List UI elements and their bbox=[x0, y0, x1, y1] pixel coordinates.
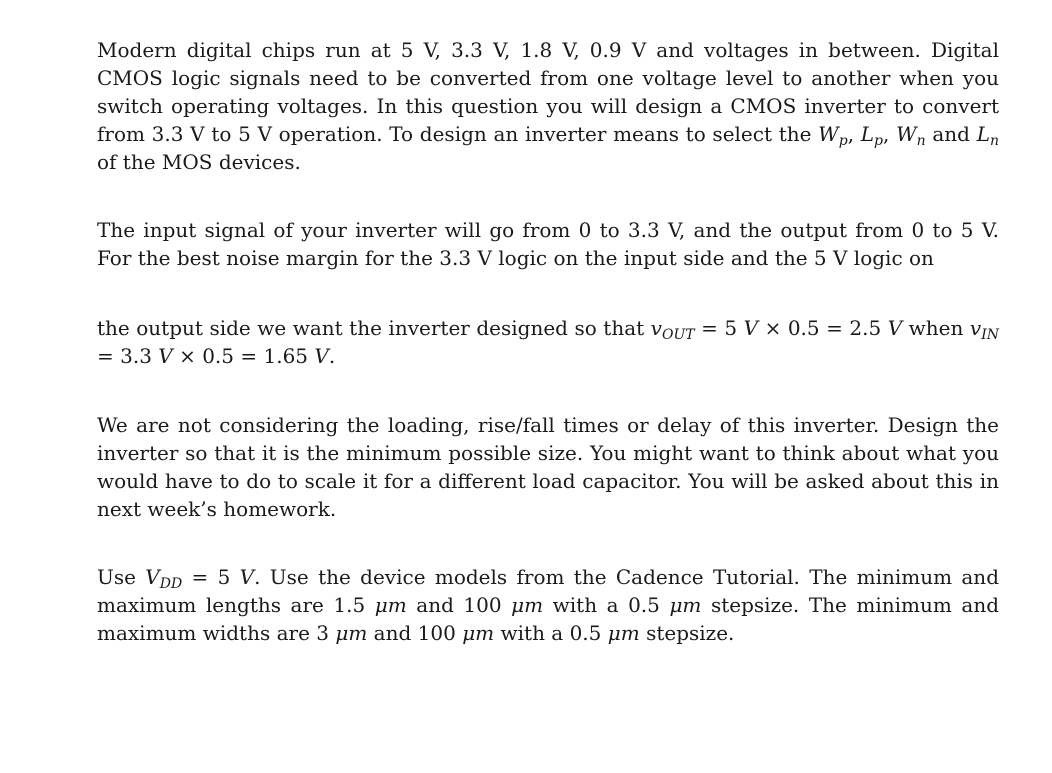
math-unit: μm bbox=[462, 621, 495, 645]
math-sub: p bbox=[874, 133, 884, 149]
math-unit: V bbox=[887, 316, 903, 340]
text-run: stepsize. The minimum and maximum widths are 3 bbox=[97, 593, 1000, 645]
text-run: when bbox=[902, 316, 970, 340]
paragraph-output-side bbox=[97, 314, 999, 370]
text-run: and 100 bbox=[406, 593, 512, 617]
text-run: . bbox=[328, 344, 336, 368]
math-vout bbox=[650, 316, 695, 343]
math-unit: μm bbox=[335, 621, 368, 645]
math-var: v bbox=[650, 316, 662, 340]
math-sub: n bbox=[916, 133, 926, 149]
paragraph-input-signal: The input signal of your inverter will go from 0 to 3.3 V, and the output from 0 to 5 V. For the best noise margin for the 3.3 V logic on the input side and the 5 V logic on bbox=[97, 218, 999, 270]
text-run: Use bbox=[97, 565, 146, 589]
math-unit: V bbox=[158, 344, 173, 368]
math-expr: × 0.5 = 2.5 bbox=[758, 316, 888, 340]
math-sub: DD bbox=[159, 576, 183, 592]
text-run: , bbox=[847, 122, 861, 146]
math-unit: V bbox=[743, 316, 759, 340]
math-vin bbox=[969, 316, 999, 343]
math-var: v bbox=[969, 316, 982, 340]
text-run: and bbox=[925, 122, 977, 146]
math-unit: μm bbox=[511, 593, 544, 617]
document-page bbox=[97, 36, 999, 647]
math-expr: = 5 bbox=[694, 316, 744, 340]
math-sub: IN bbox=[981, 327, 999, 343]
math-var: W bbox=[818, 122, 839, 146]
math-expr: = 3.3 bbox=[97, 344, 159, 368]
text-run: stepsize. bbox=[639, 621, 735, 645]
math-var: V bbox=[145, 565, 160, 589]
math-unit: V bbox=[239, 565, 255, 589]
text-run: , bbox=[883, 122, 897, 146]
text-run: . Use the device models from the Cadence Tutorial. The minimum and maximum lengths are 1.5 bbox=[97, 565, 999, 617]
math-expr: × 0.5 = 1.65 bbox=[172, 344, 315, 368]
text-run: and 100 bbox=[367, 621, 463, 645]
math-expr: = 5 bbox=[182, 565, 240, 589]
paragraph-intro bbox=[97, 36, 999, 176]
text-run: with a 0.5 bbox=[543, 593, 670, 617]
text-run: of the MOS devices. bbox=[97, 150, 301, 174]
text-run: Modern digital chips run at 5 V, 3.3 V, 1.8 V, 0.9 V and voltages in between. Digital CMOS logic signals need to be converted from one voltage level to another when you switch operating voltages. In this question you will design a CMOS inverter to convert from 3.3 V to 5 V operation. To design an inverter means to select the bbox=[97, 38, 999, 146]
text-run: the output side we want the inverter designed so that bbox=[97, 316, 651, 340]
math-unit: μm bbox=[607, 621, 640, 645]
math-var: L bbox=[860, 122, 875, 146]
math-vdd bbox=[145, 565, 183, 592]
math-var: W bbox=[896, 122, 917, 146]
math-unit: V bbox=[314, 344, 329, 368]
paragraph-device-constraints bbox=[97, 563, 999, 647]
math-var: L bbox=[976, 122, 990, 146]
math-unit: μm bbox=[374, 593, 407, 617]
math-ln bbox=[976, 122, 999, 149]
math-wn bbox=[896, 122, 926, 149]
math-wp bbox=[818, 122, 848, 149]
math-unit: μm bbox=[669, 593, 702, 617]
paragraph-loading: We are not considering the loading, rise/fall times or delay of this inverter. Design the inverter so that it is the minimum possible size. You might want to think about what you would have to do to scale it for a different load capacitor. You will be asked about this in next week’s homework. bbox=[97, 413, 999, 521]
math-sub: p bbox=[838, 133, 848, 149]
math-sub: OUT bbox=[661, 327, 695, 343]
text-run: with a 0.5 bbox=[494, 621, 608, 645]
math-lp bbox=[860, 122, 884, 149]
math-sub: n bbox=[989, 133, 999, 149]
